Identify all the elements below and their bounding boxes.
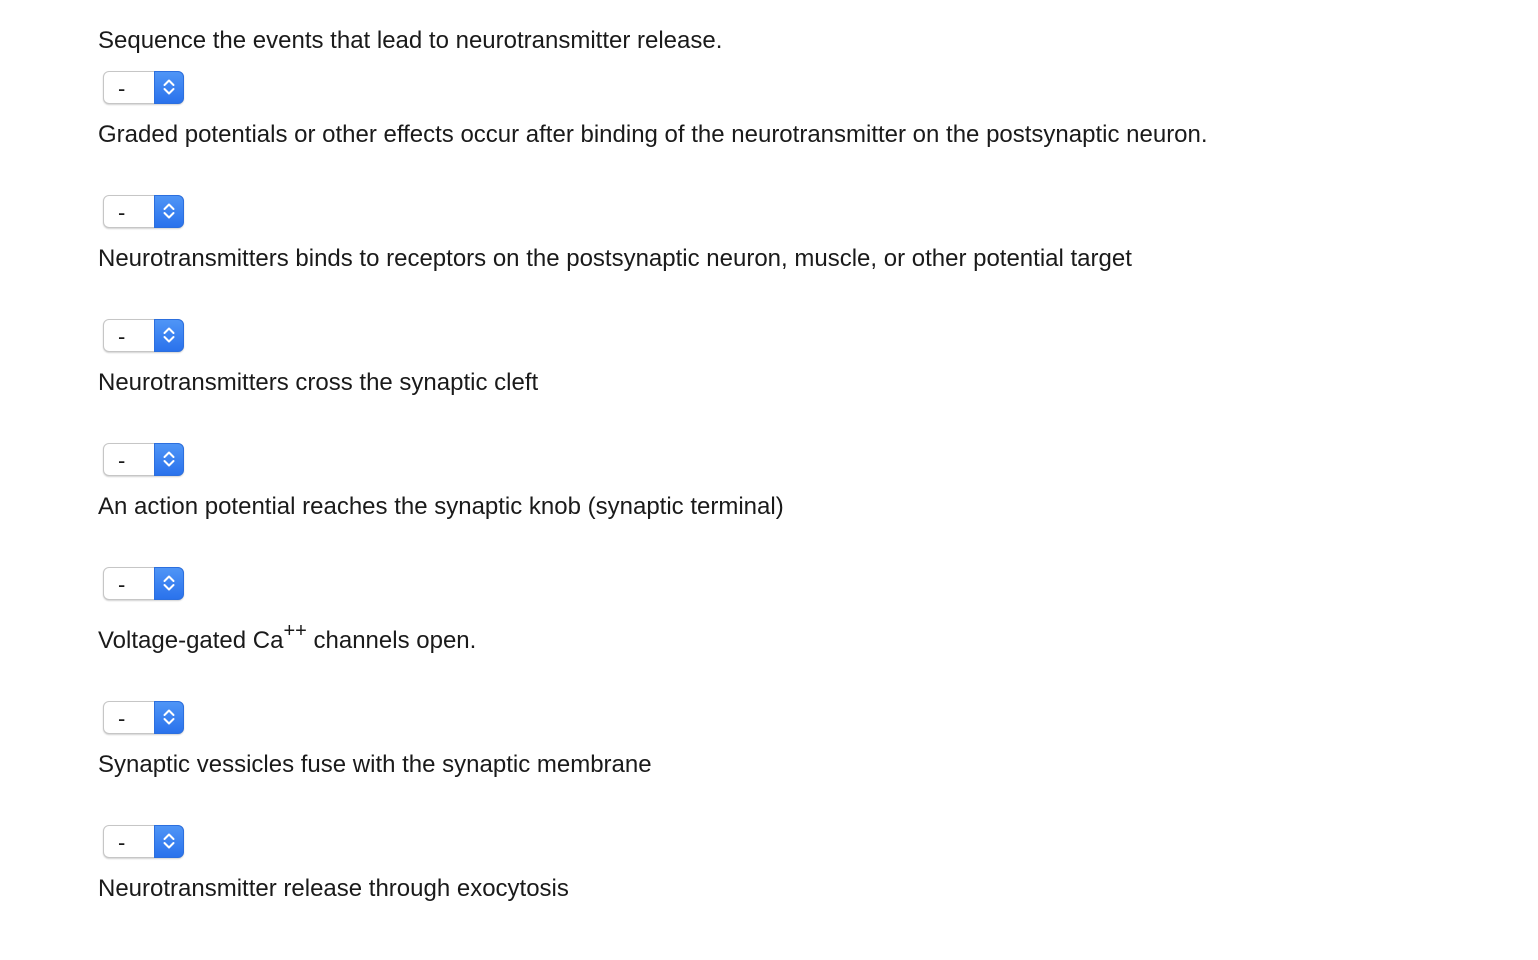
order-select-value: - (118, 324, 126, 349)
event-statement-text: Voltage-gated Ca (98, 627, 284, 654)
order-select-value: - (118, 706, 126, 731)
order-select[interactable] (103, 443, 184, 476)
question-prompt: Sequence the events that lead to neurotransmitter release. (98, 27, 723, 54)
up-down-arrows-icon (154, 195, 184, 228)
order-select-value: - (118, 200, 126, 225)
order-select[interactable] (103, 825, 184, 858)
order-select[interactable] (103, 319, 184, 352)
order-select-value: - (118, 572, 126, 597)
event-statement: Neurotransmitters cross the synaptic cleft (98, 369, 539, 396)
order-select[interactable] (103, 567, 184, 600)
order-select-value: - (118, 448, 126, 473)
up-down-arrows-icon (154, 443, 184, 476)
up-down-arrows-icon (154, 701, 184, 734)
event-statement: Neurotransmitter release through exocytosis (98, 875, 569, 902)
order-select-value: - (118, 830, 126, 855)
order-select[interactable] (103, 701, 184, 734)
event-statement (98, 620, 477, 656)
event-statement-text: channels open. (306, 627, 477, 654)
charge-superscript: ++ (283, 620, 307, 642)
order-select-value: - (118, 76, 126, 101)
up-down-arrows-icon (154, 825, 184, 858)
event-statement: An action potential reaches the synaptic knob (synaptic terminal) (98, 493, 784, 520)
order-select[interactable] (103, 71, 184, 104)
up-down-arrows-icon (154, 71, 184, 104)
event-statement: Synaptic vessicles fuse with the synaptic membrane (98, 751, 652, 778)
up-down-arrows-icon (154, 567, 184, 600)
up-down-arrows-icon (154, 319, 184, 352)
event-statement: Graded potentials or other effects occur after binding of the neurotransmitter on the postsynaptic neuron. (98, 121, 1208, 148)
order-select[interactable] (103, 195, 184, 228)
event-statement: Neurotransmitters binds to receptors on the postsynaptic neuron, muscle, or other potential target (98, 245, 1132, 272)
